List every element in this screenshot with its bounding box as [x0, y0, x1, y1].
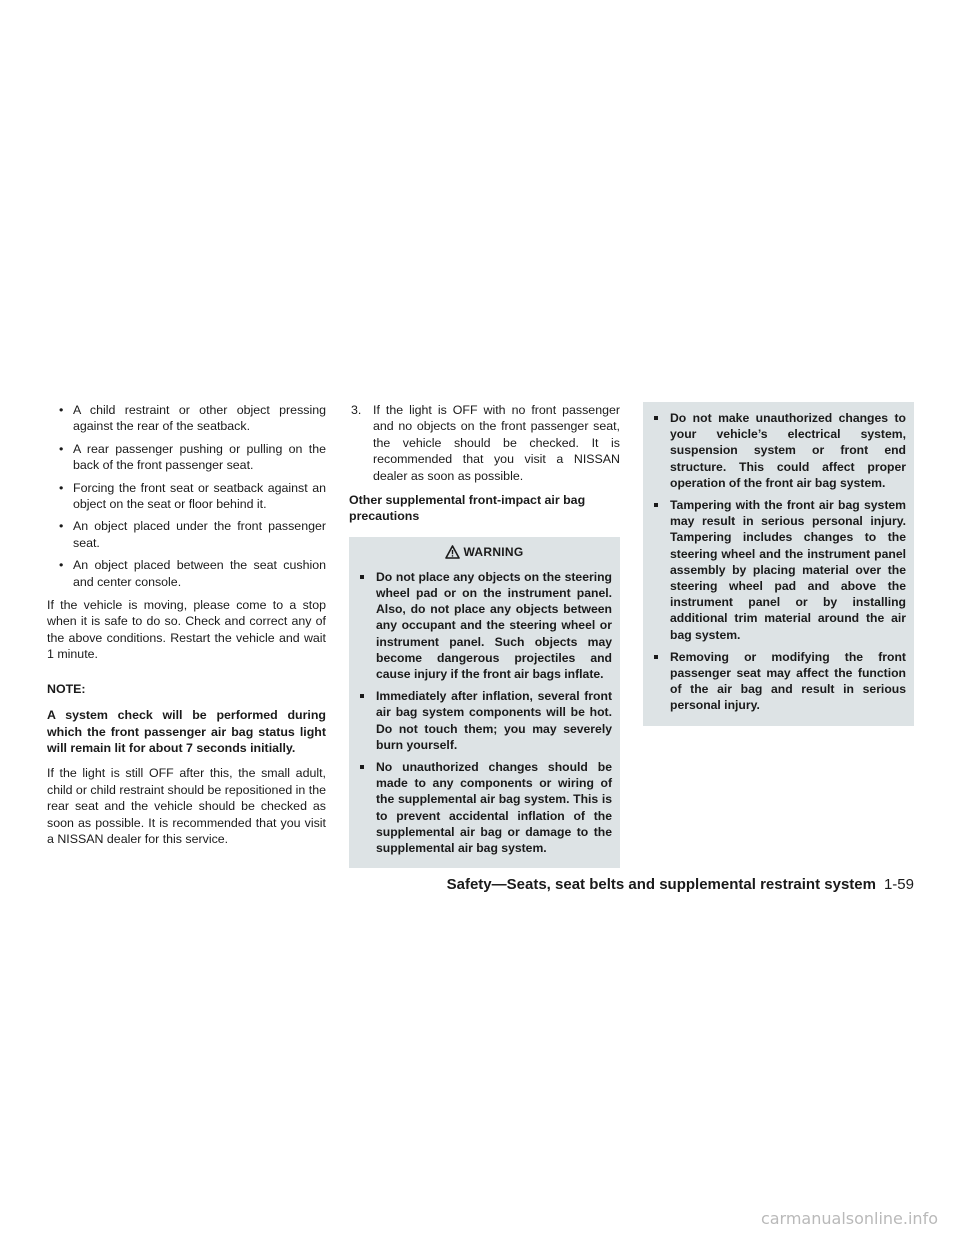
warning-item: Tampering with the front air bag system may result in serious personal injury. Tampering includes changes to the steering wheel and the instrument panel assembly by placing material over the steering wheel pad and above the instrument panel or by installing additional trim material around the air bag system. [651, 497, 906, 643]
warning-header [357, 545, 612, 559]
list-item: • A child restraint or other object pressing against the rear of the seatback. [47, 402, 326, 435]
section-title: Safety—Seats, seat belts and supplemental restraint system [446, 876, 876, 893]
warning-box-continued [643, 402, 914, 726]
list-item: • An object placed between the seat cushion and center console. [47, 557, 326, 590]
list-item: • An object placed under the front passenger seat. [47, 518, 326, 551]
warning-item: Immediately after inflation, several front air bag system components will be hot. Do not touch them; you may severely burn yourself. [357, 688, 612, 753]
warning-box [349, 537, 620, 868]
numbered-item-3 [349, 402, 620, 484]
page-number: 1-59 [883, 876, 914, 893]
paragraph-restart: If the vehicle is moving, please come to a stop when it is safe to do so. Check and correct any of the above conditions. Restart the vehicle and wait 1 minute. [47, 598, 326, 662]
warning-item: No unauthorized changes should be made to any components or wiring of the supplemental air bag system. This is to prevent accidental inflation of the supplemental air bag or damage to the supplemental air bag system. [357, 759, 612, 856]
warning-item: Do not make unauthorized changes to your vehicle’s electrical system, suspension system or front end structure. This could affect proper operation of the front air bag system. [651, 410, 906, 491]
condition-list [47, 402, 326, 590]
paragraph-reposition: If the light is still OFF after this, the small adult, child or child restraint should be repositioned in the rear seat and the vehicle should be checked as soon as possible. It is recommended that you visit a NISSAN dealer for this service. [47, 766, 326, 846]
column-middle [349, 402, 620, 868]
section-heading: Other supplemental front-impact air bag precautions [349, 493, 586, 524]
item-number: 3. [351, 403, 362, 417]
warning-item: Removing or modifying the front passenger seat may affect the function of the air bag and result in serious personal injury. [651, 649, 906, 714]
warning-item: Do not place any objects on the steering wheel pad or on the instrument panel. Also, do not place any objects between any occupant and the steering wheel or instrument panel. Such objects may become dangerous projectiles and cause injury if the front air bags inflate. [357, 569, 612, 682]
item-text: If the light is OFF with no front passenger and no objects on the front passenger seat, the vehicle should be checked. It is recommended that you visit a NISSAN dealer as soon as possible. [373, 403, 620, 483]
page-footer [0, 876, 914, 893]
watermark: carmanualsonline.info [760, 1209, 938, 1228]
warning-list [357, 569, 612, 856]
column-left [47, 402, 326, 847]
list-item: • A rear passenger pushing or pulling on the back of the front passenger seat. [47, 441, 326, 474]
list-item: • Forcing the front seat or seatback against an object on the seat or floor behind it. [47, 480, 326, 513]
warning-label: WARNING [463, 544, 524, 559]
warning-triangle-icon [445, 545, 460, 559]
column-right [643, 402, 914, 726]
warning-list [651, 410, 906, 714]
note-text: A system check will be performed during which the front passenger air bag status light will remain lit for about 7 seconds initially. [47, 708, 326, 755]
note-label: NOTE: [47, 681, 86, 696]
